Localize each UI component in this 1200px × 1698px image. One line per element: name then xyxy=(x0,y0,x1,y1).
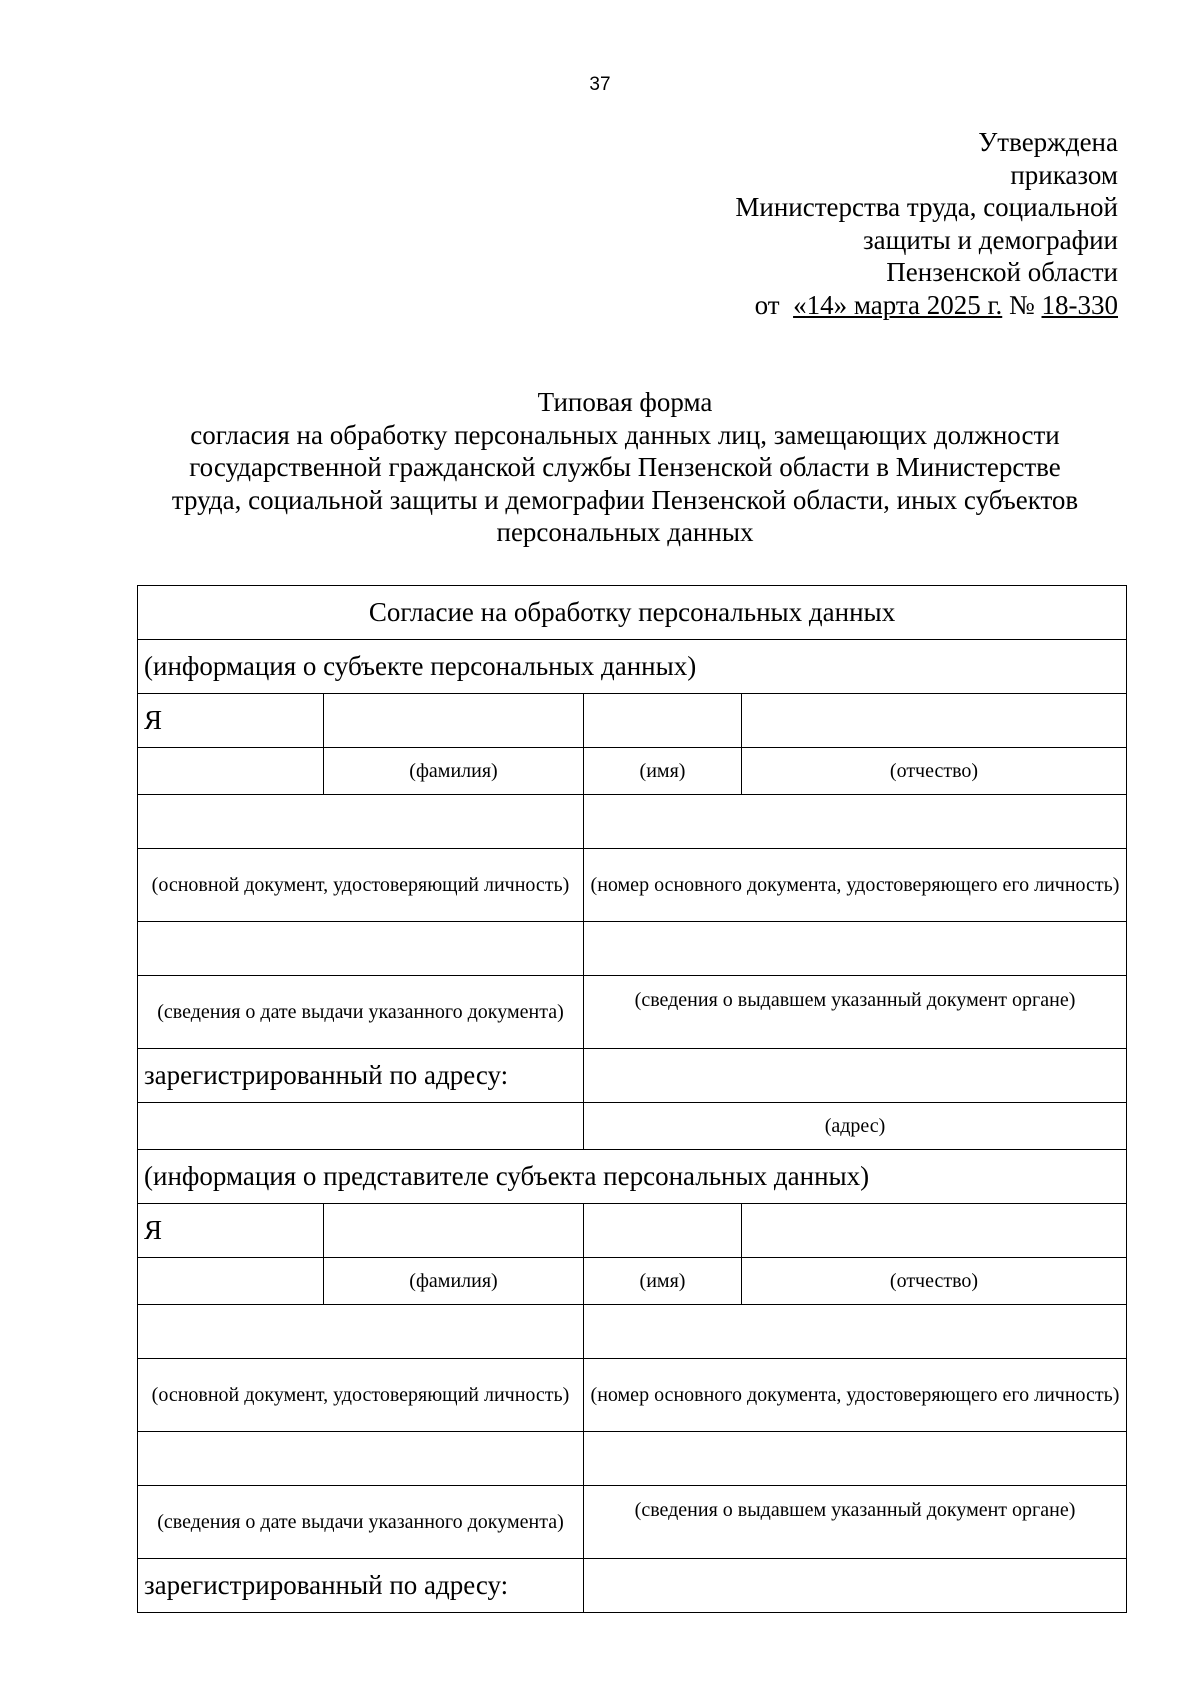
table-row xyxy=(138,1049,1127,1103)
table-row xyxy=(138,1432,1127,1486)
approval-line: защиты и демографии xyxy=(862,224,1118,255)
title-line: труда, социальной защиты и демографии Пензенской области, иных субъектов xyxy=(171,484,1079,515)
title-line: государственной гражданской службы Пензенской области в Министерстве xyxy=(189,452,1061,482)
subject-surname-field[interactable] xyxy=(324,694,584,748)
title-line: Типовая форма xyxy=(537,387,713,417)
table-row xyxy=(138,1258,1127,1305)
title-line: персональных данных xyxy=(496,517,754,547)
subject-issue-date-caption: (сведения о дате выдачи указанного документа) xyxy=(138,976,584,1049)
representative-doc-number-caption: (номер основного документа, удостоверяющего его личность) xyxy=(584,1359,1127,1432)
page-number: 37 xyxy=(589,74,611,95)
table-row xyxy=(138,1103,1127,1150)
table-row xyxy=(138,640,1127,694)
subject-issuer-caption: (сведения о выдавшем указанный документ органе) xyxy=(584,976,1127,1049)
subject-ya-label: Я xyxy=(138,694,324,748)
representative-name-field[interactable] xyxy=(584,1204,742,1258)
representative-ya-label: Я xyxy=(138,1204,324,1258)
representative-issue-date-field[interactable] xyxy=(138,1432,584,1486)
form-header: Согласие на обработку персональных данных xyxy=(138,586,1127,640)
table-row xyxy=(138,1486,1127,1559)
table-row xyxy=(138,748,1127,795)
representative-address-field[interactable] xyxy=(584,1559,1127,1613)
approval-date-line xyxy=(735,289,1118,322)
table-row xyxy=(138,1305,1127,1359)
empty-cell xyxy=(138,1103,584,1150)
representative-issuer-caption: (сведения о выдавшем указанный документ органе) xyxy=(584,1486,1127,1559)
subject-address-field[interactable] xyxy=(584,1049,1127,1103)
approval-block xyxy=(735,126,1118,321)
subject-name-caption: (имя) xyxy=(584,748,742,795)
consent-form-table xyxy=(137,585,1127,1613)
empty-cell xyxy=(138,748,324,795)
subject-issue-date-field[interactable] xyxy=(138,922,584,976)
subject-doc-number-field[interactable] xyxy=(584,795,1127,849)
approval-number: 18-330 xyxy=(1041,289,1118,320)
representative-doc-number-field[interactable] xyxy=(584,1305,1127,1359)
subject-name-field[interactable] xyxy=(584,694,742,748)
representative-name-caption: (имя) xyxy=(584,1258,742,1305)
subject-surname-caption: (фамилия) xyxy=(324,748,584,795)
table-row xyxy=(138,694,1127,748)
approval-date: «14» марта 2025 г. xyxy=(793,289,1003,320)
representative-doc-caption: (основной документ, удостоверяющий личность) xyxy=(138,1359,584,1432)
form-title xyxy=(130,386,1120,549)
representative-issue-date-caption: (сведения о дате выдачи указанного документа) xyxy=(138,1486,584,1559)
representative-section-label: (информация о представителе субъекта персональных данных) xyxy=(138,1150,1127,1204)
subject-doc-number-caption: (номер основного документа, удостоверяющего его личность) xyxy=(584,849,1127,922)
title-line: согласия на обработку персональных данных лиц, замещающих должности xyxy=(190,419,1060,450)
representative-issuer-field[interactable] xyxy=(584,1432,1127,1486)
table-row xyxy=(138,1559,1127,1613)
approval-line: приказом xyxy=(1010,159,1118,190)
subject-issuer-field[interactable] xyxy=(584,922,1127,976)
table-row xyxy=(138,795,1127,849)
representative-registered-label: зарегистрированный по адресу: xyxy=(138,1559,584,1613)
representative-surname-caption: (фамилия) xyxy=(324,1258,584,1305)
approval-line: Утверждена xyxy=(978,127,1118,157)
subject-registered-label: зарегистрированный по адресу: xyxy=(138,1049,584,1103)
table-row xyxy=(138,922,1127,976)
subject-patronymic-field[interactable] xyxy=(742,694,1127,748)
table-row xyxy=(138,849,1127,922)
table-row xyxy=(138,1359,1127,1432)
table-row xyxy=(138,1204,1127,1258)
number-sign: № xyxy=(1008,289,1035,320)
table-row xyxy=(138,976,1127,1049)
subject-doc-field[interactable] xyxy=(138,795,584,849)
representative-doc-field[interactable] xyxy=(138,1305,584,1359)
subject-section-label: (информация о субъекте персональных данных) xyxy=(138,640,1127,694)
representative-surname-field[interactable] xyxy=(324,1204,584,1258)
approval-line: Пензенской области xyxy=(886,257,1118,287)
representative-patronymic-caption: (отчество) xyxy=(742,1258,1127,1305)
subject-doc-caption: (основной документ, удостоверяющий личность) xyxy=(138,849,584,922)
table-row xyxy=(138,1150,1127,1204)
table-row xyxy=(138,586,1127,640)
approval-prefix: от xyxy=(754,289,780,320)
empty-cell xyxy=(138,1258,324,1305)
approval-line: Министерства труда, социальной xyxy=(735,192,1118,222)
subject-address-caption: (адрес) xyxy=(584,1103,1127,1150)
subject-patronymic-caption: (отчество) xyxy=(742,748,1127,795)
representative-patronymic-field[interactable] xyxy=(742,1204,1127,1258)
